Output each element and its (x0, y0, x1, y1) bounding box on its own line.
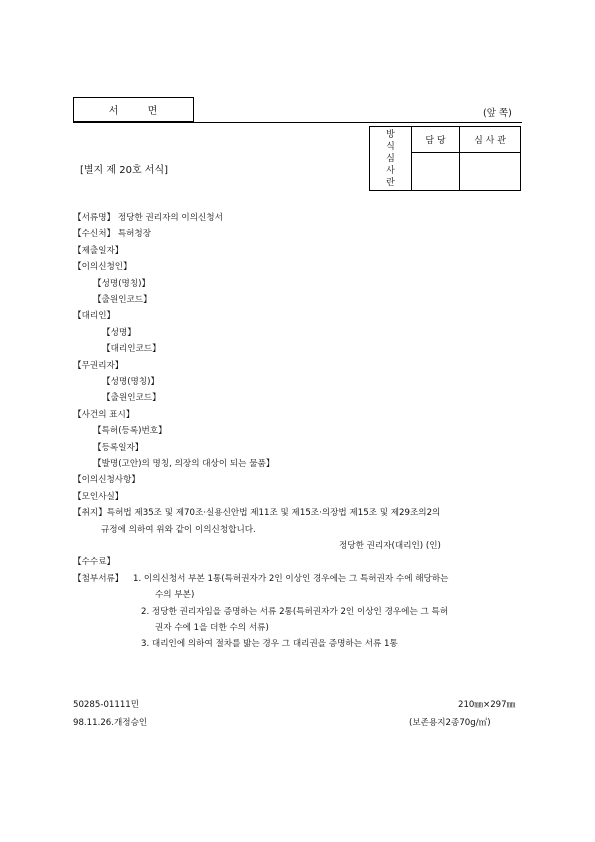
document-title-box (73, 97, 194, 122)
attachment-3: 3. 대리인에 의하여 절차를 밟는 경우 그 대리권을 증명하는 서류 1통 (141, 639, 398, 649)
approval-side-label: 방 식 심 사 란 (370, 127, 412, 191)
field-case-number: 【특허(등록)번호】 (93, 426, 167, 436)
field-case: 【사건의 표시】 (73, 410, 135, 420)
field-purpose-line-1: 【취지】특허법 제35조 및 제70조·실용신안법 제11조 및 제15조·의장법 제15조 및 제29조의2의 (73, 508, 441, 518)
approval-staff-sign-cell (412, 153, 460, 191)
attachment-1-line-1: 1. 이의신청서 부본 1통(특허권자가 2인 이상인 경우에는 그 특허권자 수에 해당하는 (133, 574, 449, 584)
document-title: 서 면 (108, 106, 159, 117)
field-agent: 【대리인】 (73, 311, 116, 321)
field-document-name: 【서류명】 정당한 권리자의 이의신청서 (73, 213, 223, 223)
page-side-label: (앞 쪽) (483, 108, 512, 119)
footer-approval-date: 98.11.26.개정승인 (73, 718, 148, 728)
field-attachments-label: 【첨부서류】 (73, 574, 124, 584)
field-reason-facts: 【모인사실】 (73, 492, 124, 502)
field-submit-date: 【제출일자】 (73, 246, 124, 256)
header-rule (73, 122, 522, 123)
approval-table (369, 126, 521, 191)
field-objection-items: 【이의신청사항】 (73, 475, 140, 485)
attachment-2-line-1: 2. 정당한 권리자임을 증명하는 서류 2통(특허권자가 2인 이상인 경우에는 그 특허 (141, 607, 449, 617)
field-purpose-line-2: 규정에 의하여 위와 같이 이의신청합니다. (101, 525, 256, 535)
field-case-registration-date: 【등록일자】 (93, 443, 144, 453)
field-agent-code: 【대리인코드】 (102, 344, 161, 354)
field-case-invention-title: 【발명(고안)의 명칭, 의장의 대상이 되는 물품】 (93, 459, 275, 469)
field-nonholder-code: 【출원인코드】 (102, 393, 161, 403)
footer-paper-size: 210㎜×297㎜ (458, 700, 516, 710)
approval-examiner-sign-cell (460, 153, 521, 191)
signature-line: 정당한 권리자(대리인) (인) (339, 541, 441, 551)
approval-col-examiner: 심 사 관 (460, 127, 521, 153)
form-number-label: [별지 제 20호 서식] (80, 165, 169, 176)
field-objector-name: 【성명(명칭)】 (93, 279, 151, 289)
field-nonholder-name: 【성명(명칭)】 (102, 377, 160, 387)
attachment-2-line-2: 권자 수에 1을 더한 수의 서류) (155, 623, 269, 633)
footer-form-code: 50285-01111민 (73, 700, 140, 710)
field-nonholder: 【무권리자】 (73, 361, 124, 371)
field-objector: 【이의신청인】 (73, 262, 132, 272)
attachment-1-line-2: 수의 부본) (155, 590, 195, 600)
footer-paper-type: (보존용지2종70g/㎡) (409, 718, 491, 728)
field-recipient: 【수신처】 특허청장 (73, 229, 152, 239)
field-objector-code: 【출원인코드】 (93, 295, 152, 305)
approval-col-staff: 담 당 (412, 127, 460, 153)
field-agent-name: 【성명】 (102, 328, 136, 338)
field-fee: 【수수료】 (73, 557, 116, 567)
